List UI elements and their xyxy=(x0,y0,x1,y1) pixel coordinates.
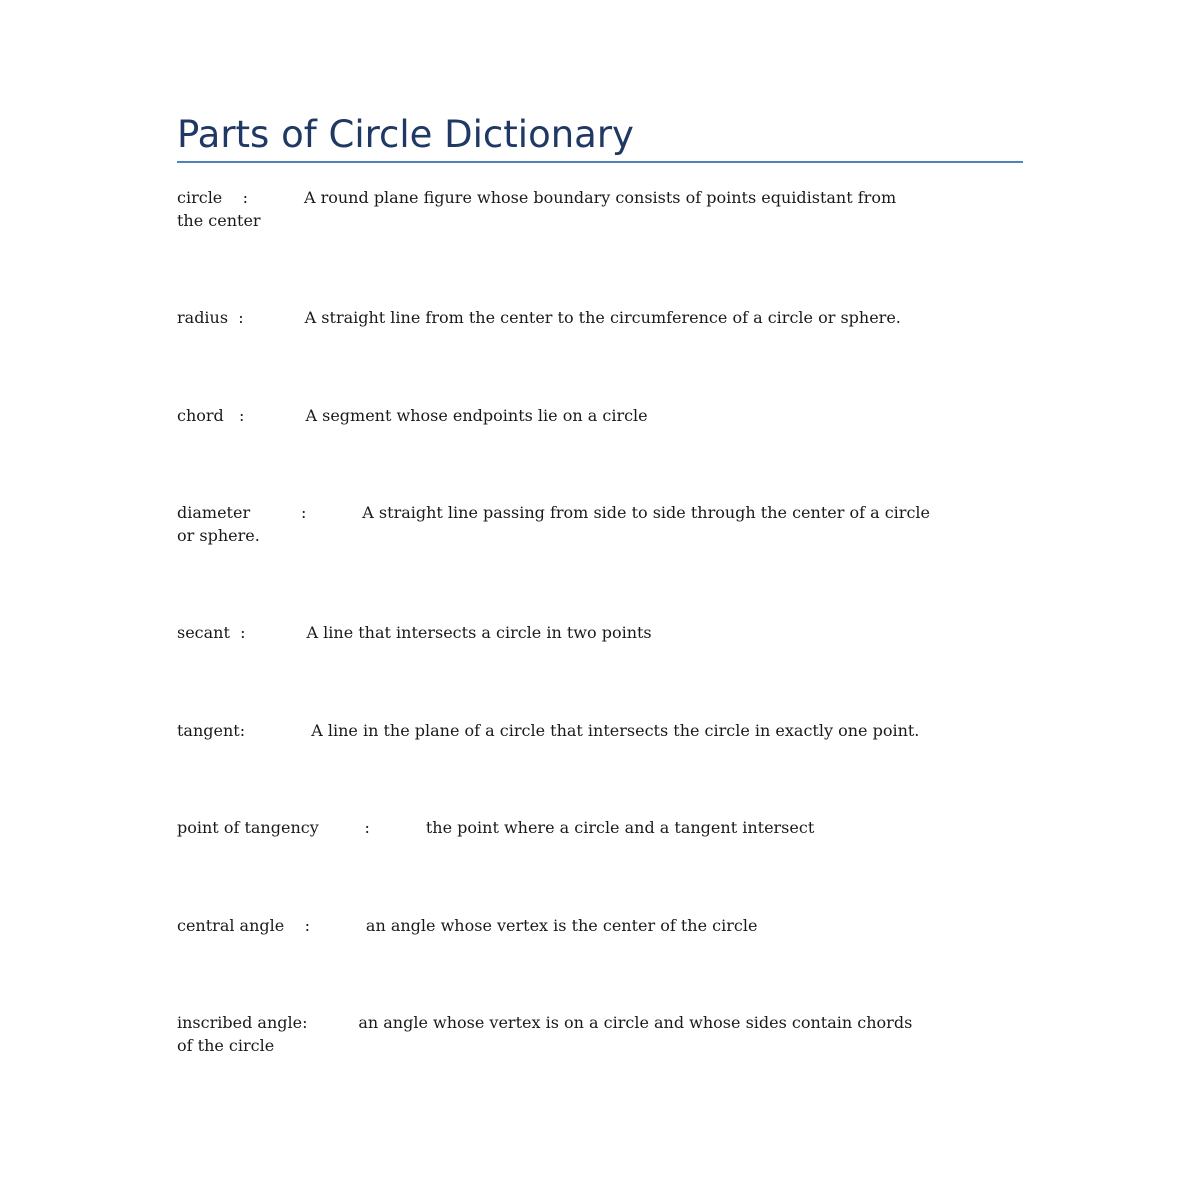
entry-line: radius : A straight line from the center to the circumference of a circle or sphere. xyxy=(177,308,901,327)
entry-line: central angle : an angle whose vertex is the center of the circle xyxy=(177,916,758,935)
entry-point-of-tangency xyxy=(177,816,1037,839)
entry-line: chord : A segment whose endpoints lie on a circle xyxy=(177,406,648,425)
entry-line: circle : A round plane figure whose boundary consists of points equidistant from xyxy=(177,188,897,207)
entry-secant xyxy=(177,621,1037,644)
entry-continuation: the center xyxy=(177,211,261,230)
entry-line: inscribed angle: an angle whose vertex is on a circle and whose sides contain chords xyxy=(177,1013,913,1032)
entry-continuation: or sphere. xyxy=(177,526,260,545)
entry-line: tangent: A line in the plane of a circle that intersects the circle in exactly one point. xyxy=(177,721,920,740)
title-underline xyxy=(177,161,1023,163)
entry-chord xyxy=(177,404,1037,427)
entry-line: point of tangency : the point where a circle and a tangent intersect xyxy=(177,818,815,837)
entry-tangent xyxy=(177,719,1037,742)
entry-continuation: of the circle xyxy=(177,1036,275,1055)
entry-radius xyxy=(177,306,1037,329)
entry-line: diameter : A straight line passing from side to side through the center of a circle xyxy=(177,503,930,522)
entry-line: secant : A line that intersects a circle in two points xyxy=(177,623,652,642)
entry-circle xyxy=(177,186,1037,232)
entry-central-angle xyxy=(177,914,1037,937)
document-title: Parts of Circle Dictionary xyxy=(177,113,634,156)
entry-inscribed-angle xyxy=(177,1011,1037,1057)
entry-diameter xyxy=(177,501,1037,547)
